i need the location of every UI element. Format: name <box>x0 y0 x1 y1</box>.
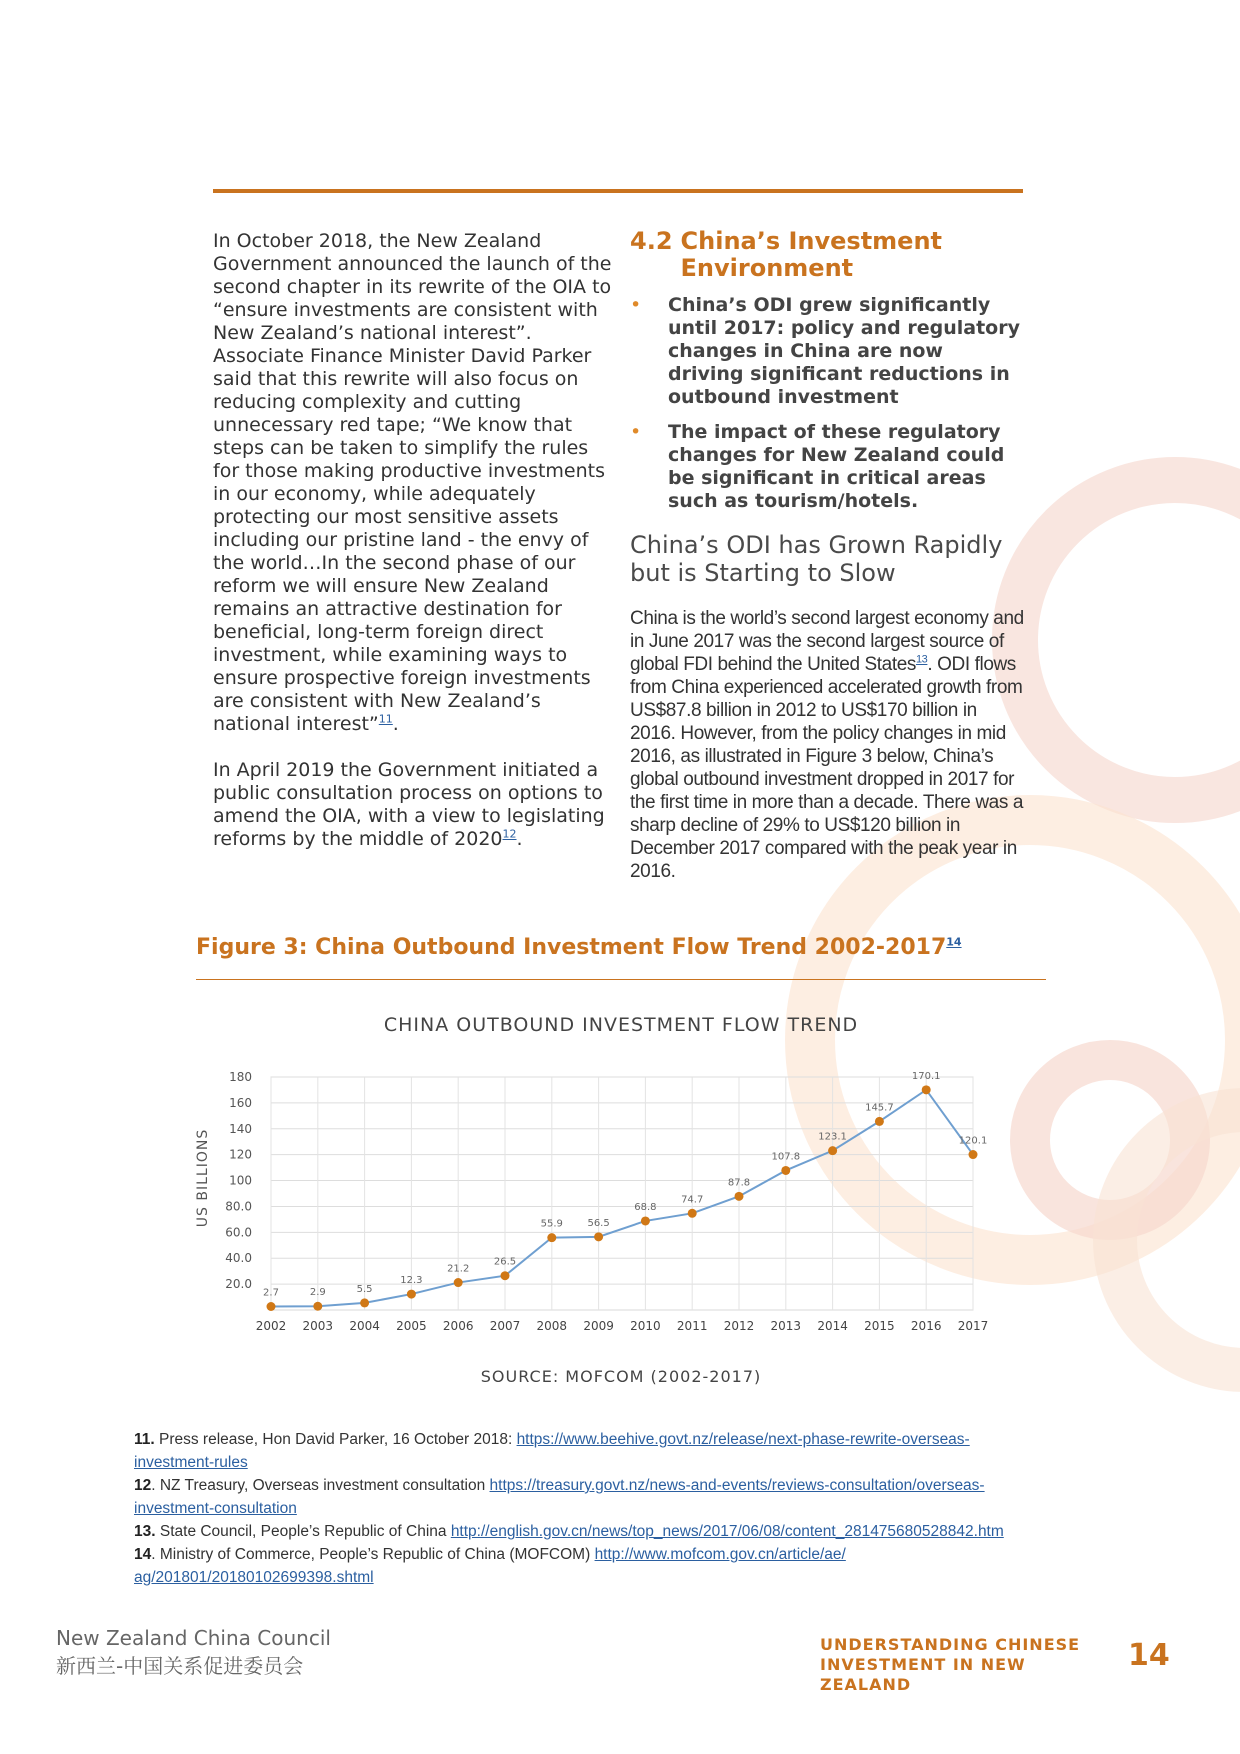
data-point <box>407 1290 416 1299</box>
y-tick-label: 60.0 <box>225 1225 252 1240</box>
footnote-11: 11. Press release, Hon David Parker, 16 October 2018: https://www.beehive.govt.nz/release/next-phase-rewrite-overseas- investment-rules <box>134 1431 970 1471</box>
y-axis-label: US BILLIONS <box>195 1128 211 1228</box>
footnote-ref-12[interactable]: 12 <box>502 827 517 841</box>
y-tick-label: 20.0 <box>225 1277 252 1292</box>
x-tick-label: 2010 <box>630 1319 661 1333</box>
x-tick-label: 2016 <box>910 1319 942 1333</box>
footnote-12-link-cont[interactable]: investment-consultation <box>134 1500 297 1517</box>
footnote-11-link[interactable]: https://www.beehive.govt.nz/release/next-phase-rewrite-overseas- <box>516 1431 970 1448</box>
x-tick-label: 2017 <box>957 1319 989 1333</box>
x-tick-label: 2002 <box>255 1319 287 1333</box>
x-tick-label: 2006 <box>442 1319 474 1333</box>
x-tick-label: 2012 <box>723 1319 755 1333</box>
data-point <box>969 1150 978 1159</box>
data-label: 145.7 <box>865 1102 894 1114</box>
data-point <box>594 1232 603 1241</box>
data-point <box>875 1117 884 1126</box>
odi-body-paragraph: China is the world’s second largest economy and in June 2017 was the second largest source of global FDI behind the United States$^{13}$. ODI flows from China experienced accelerated growth from US$87.8 billion in 2012 to US$170 billion in 2016. However, from the policy changes in mid 2016, as illustrated in Figure 3 below, China’s global outbound investment dropped in 2017 for the first time in more than a decade. There was a sharp decline of 29% to US$120 billion in December 2017 compared with the peak year in 2016. <box>630 608 1024 882</box>
data-point <box>641 1216 650 1225</box>
section-number: 4.2 <box>630 227 673 255</box>
x-tick-label: 2015 <box>864 1319 895 1333</box>
data-point <box>688 1209 697 1218</box>
doc-title-line-2: INVESTMENT IN NEW ZEALAND <box>820 1655 1026 1694</box>
list-item: • China’s ODI grew significantly until 2017: policy and regulatory changes in China are now driving significant reductions in outbound investment <box>630 294 1020 408</box>
data-point <box>922 1085 931 1094</box>
y-tick-label: 100 <box>229 1173 252 1188</box>
x-tick-label: 2004 <box>349 1319 380 1333</box>
data-point <box>547 1233 556 1242</box>
data-label: 2.7 <box>263 1287 279 1299</box>
footnote-13: 13. State Council, People’s Republic of China http://english.gov.cn/news/top_news/2017/06/08/content_281475680528842.htm <box>134 1523 1004 1540</box>
data-point <box>735 1192 744 1201</box>
y-tick-label: 80.0 <box>225 1199 252 1214</box>
data-point <box>360 1298 369 1307</box>
data-point <box>313 1302 322 1311</box>
footnote-ref-11[interactable]: 11 <box>378 712 393 726</box>
data-point <box>828 1146 837 1155</box>
data-point <box>501 1271 510 1280</box>
oia-rewrite-paragraph: In October 2018, the New Zealand Government announced the launch of the second chapter in its rewrite of the OIA to “ensure investments are consistent with New Zealand’s national interest”. Associate Finance Minister David Parker said that this rewrite will also focus on reducing complexity and cutting unnecessary red tape; “We know that steps can be taken to simplify the rules for those making productive investments in our economy, while adequately protecting our most sensitive assets including our pristine land - the envy of the world…In the second phase of our reform we will ensure New Zealand remains an attractive destination for beneficial, long-term foreign direct investment, while examining ways to ensure prospective foreign investments are consistent with New Zealand’s national interest”$^{11}$. <box>213 230 612 735</box>
data-label: 26.5 <box>493 1256 517 1268</box>
footnote-ref-13[interactable]: 13 <box>915 653 928 666</box>
x-tick-label: 2005 <box>396 1319 427 1333</box>
y-tick-label: 140 <box>229 1121 252 1136</box>
org-name-chinese: 新西兰-中国关系促进委员会 <box>56 1654 304 1678</box>
data-point <box>267 1302 276 1311</box>
y-tick-label: 180 <box>229 1070 252 1084</box>
data-label: 56.5 <box>587 1217 610 1229</box>
data-label: 170.1 <box>911 1070 941 1082</box>
bullet-icon: • <box>630 294 642 316</box>
section-title: China’s Investment Environment <box>680 227 943 282</box>
data-label: 5.5 <box>356 1283 373 1295</box>
x-tick-label: 2009 <box>583 1319 614 1333</box>
x-tick-label: 2013 <box>770 1319 802 1333</box>
x-tick-label: 2007 <box>489 1319 521 1333</box>
x-tick-label: 2003 <box>302 1319 334 1333</box>
chart-source: SOURCE: MOFCOM (2002-2017) <box>480 1367 762 1386</box>
chart-title: CHINA OUTBOUND INVESTMENT FLOW TREND <box>383 1014 859 1036</box>
footnote-12: 12. NZ Treasury, Overseas investment consultation https://treasury.govt.nz/news-and-events/reviews-consultation/overseas- investment-consultation <box>134 1477 985 1517</box>
data-label: 74.7 <box>681 1194 704 1206</box>
footnote-13-link[interactable]: http://english.gov.cn/news/top_news/2017/06/08/content_281475680528842.htm <box>450 1523 1004 1540</box>
x-tick-label: 2014 <box>817 1319 848 1333</box>
footnote-14-link-cont[interactable]: ag/201801/20180102699398.shtml <box>134 1569 374 1586</box>
subheading: China’s ODI has Grown Rapidly but is Starting to Slow <box>630 531 1003 587</box>
figure-title: Figure 3: China Outbound Investment Flow Trend 2002-2017$^{14}$ <box>196 935 962 960</box>
footnote-11-link-cont[interactable]: investment-rules <box>134 1454 248 1471</box>
data-label: 87.8 <box>727 1177 751 1189</box>
footer-organization <box>56 1625 331 1681</box>
footnote-14: 14. Ministry of Commerce, People’s Republic of China (MOFCOM) http://www.mofcom.gov.cn/article/ae/ ag/201801/20180102699398.shtml <box>134 1546 846 1586</box>
y-tick-label: 120 <box>229 1147 252 1162</box>
data-label: 120.1 <box>958 1135 988 1147</box>
page-number: 14 <box>1128 1638 1170 1673</box>
data-label: 123.1 <box>818 1131 847 1143</box>
footnote-14-link[interactable]: http://www.mofcom.gov.cn/article/ae/ <box>594 1546 846 1563</box>
data-label: 2.9 <box>309 1287 326 1299</box>
data-point <box>781 1166 790 1175</box>
data-label: 21.2 <box>447 1263 470 1275</box>
doc-title-line-1: UNDERSTANDING CHINESE <box>820 1635 1081 1654</box>
data-label: 68.8 <box>634 1201 657 1213</box>
x-tick-label: 2008 <box>536 1319 568 1333</box>
footer-document-title <box>820 1635 1110 1695</box>
y-tick-label: 160 <box>229 1095 252 1110</box>
consultation-paragraph: In April 2019 the Government initiated a public consultation process on options to amend the OIA, with a view to legislating reforms by the middle of 2020$^{12}$. <box>213 759 605 850</box>
series-line <box>271 1090 973 1307</box>
footnote-ref-14[interactable]: 14 <box>946 935 962 949</box>
org-name-english: New Zealand China Council <box>56 1626 331 1650</box>
list-item: • The impact of these regulatory changes for New Zealand could be significant in critical areas such as tourism/hotels. <box>630 421 1005 512</box>
x-tick-label: 2011 <box>676 1319 708 1333</box>
footnotes <box>134 1428 1094 1589</box>
bullet-icon: • <box>630 421 642 443</box>
data-point <box>454 1278 463 1287</box>
y-tick-label: 40.0 <box>225 1251 252 1266</box>
data-label: 12.3 <box>400 1275 423 1287</box>
footnote-12-link[interactable]: https://treasury.govt.nz/news-and-events/reviews-consultation/overseas- <box>489 1477 985 1494</box>
data-label: 107.8 <box>771 1151 801 1163</box>
data-label: 55.9 <box>540 1218 563 1230</box>
